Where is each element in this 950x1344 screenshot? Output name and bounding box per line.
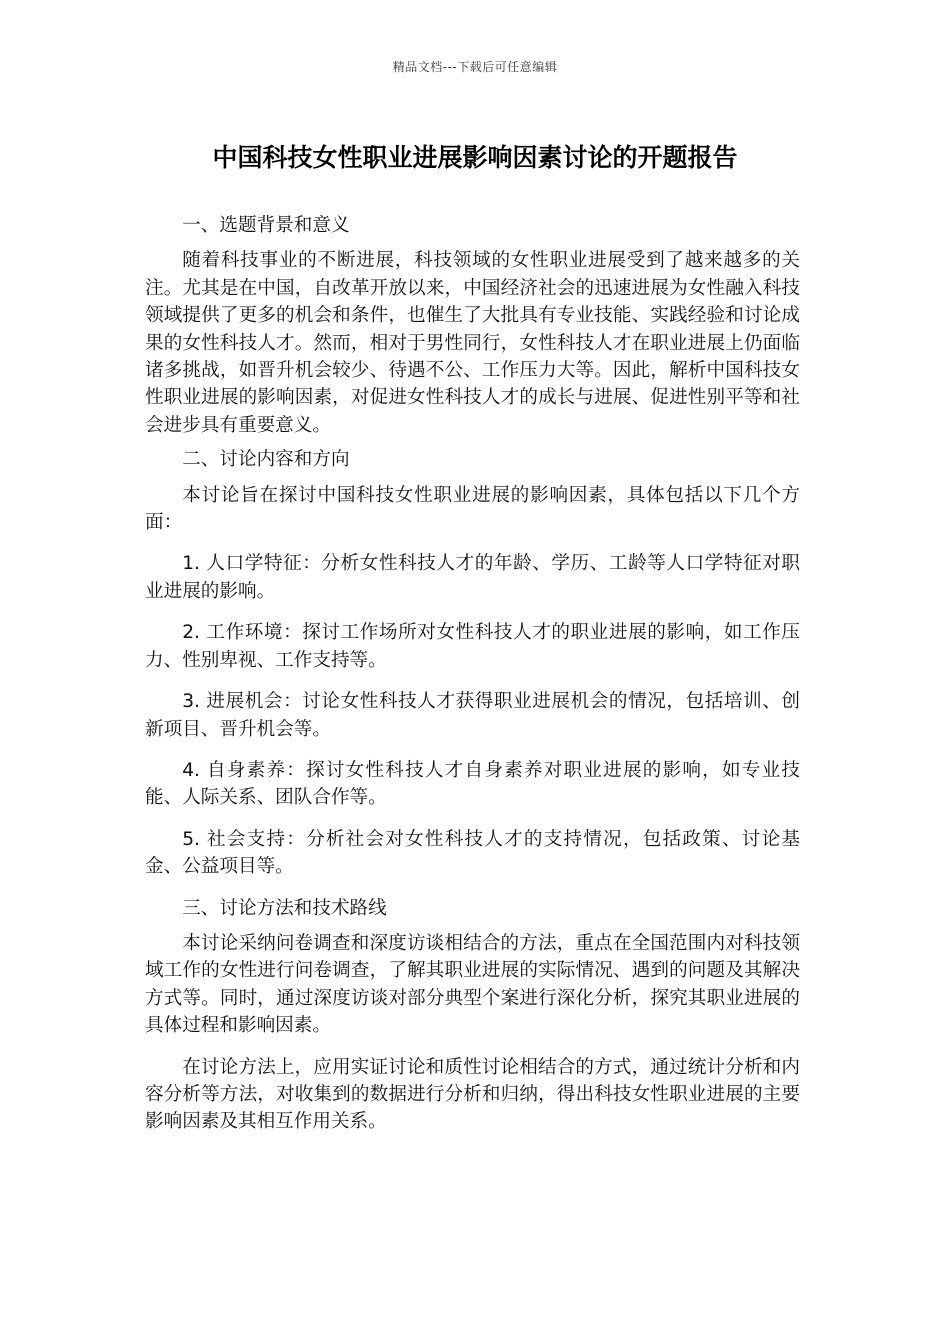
list-item-work-environment: 2. 工作环境：探讨工作场所对女性科技人才的职业进展的影响，如工作压力、性别卑视、工作支持等。 (145, 622, 800, 671)
header-note: 精品文档---下载后可任意编辑 (392, 60, 558, 74)
paragraph-background: 随着科技事业的不断进展，科技领域的女性职业进展受到了越来越多的关注。尤其是在中国，自改革开放以来，中国经济社会的迅速进展为女性融入科技领域提供了更多的机会和条件，也催生了大批具有专业技能、实践经验和讨论成果的女性科技人才。然而，相对于男性同行，女性科技人才在职业进展上仍面临诸多挑战，如晋升机会较少、待遇不公、工作压力大等。因此，解析中国科技女性职业进展的影响因素，对促进女性科技人才的成长与进展、促进性别平等和社会进步具有重要意义。 (145, 250, 800, 436)
list-item-demographics: 1. 人口学特征：分析女性科技人才的年龄、学历、工龄等人口学特征对职业进展的影响。 (145, 553, 800, 602)
list-item-opportunities: 3. 进展机会：讨论女性科技人才获得职业进展机会的情况，包括培训、创新项目、晋升机会等。 (145, 691, 800, 740)
section-heading-1: 一、选题背景和意义 (182, 215, 350, 236)
section-heading-2: 二、讨论内容和方向 (182, 449, 350, 471)
document-body (145, 212, 800, 1143)
section-heading-3: 三、讨论方法和技术路线 (182, 897, 387, 919)
paragraph-analysis: 在讨论方法上，应用实证讨论和质性讨论相结合的方式，通过统计分析和内容分析等方法，对收集到的数据进行分析和归纳，得出科技女性职业进展的主要影响因素及其相互作用关系。 (145, 1056, 800, 1133)
paragraph-research-intro: 本讨论旨在探讨中国科技女性职业进展的影响因素，具体包括以下几个方面： (145, 484, 800, 534)
list-item-personal-quality: 4. 自身素养：探讨女性科技人才自身素养对职业进展的影响，如专业技能、人际关系、团队合作等。 (145, 759, 800, 809)
document-title: 中国科技女性职业进展影响因素讨论的开题报告 (212, 143, 738, 172)
list-item-social-support: 5. 社会支持：分析社会对女性科技人才的支持情况，包括政策、讨论基金、公益项目等。 (145, 828, 800, 878)
paragraph-methods: 本讨论采纳问卷调查和深度访谈相结合的方法，重点在全国范围内对科技领域工作的女性进行问卷调查，了解其职业进展的实际情况、遇到的问题及其解决方式等。同时，通过深度访谈对部分典型个案进行深化分析，探究其职业进展的具体过程和影响因素。 (145, 932, 800, 1037)
